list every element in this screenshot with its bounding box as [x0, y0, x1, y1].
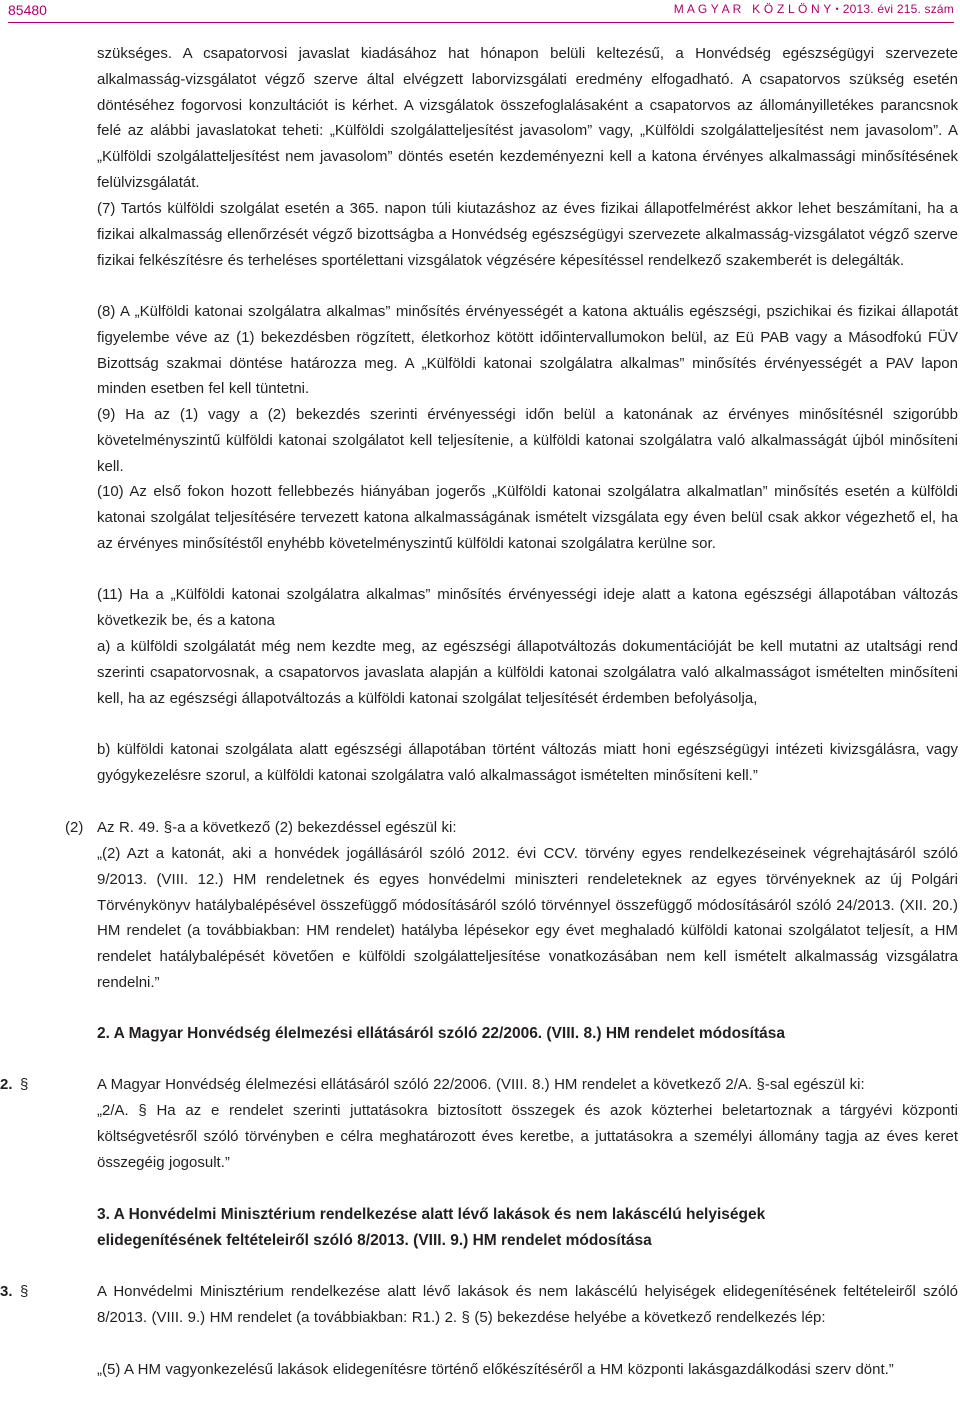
- point-2-marker: (2): [65, 819, 84, 836]
- paragraph-8: (8) A „Külföldi katonai szolgálatra alkalmas” minősítés érvényességét a katona aktuális egészségi, pszichikai és fizikai állapotát figyelembe véve az (1) bekezdésben rögzített, életkorhoz kötött időintervallumokon belül, az Eü PAB vagy a Másodfokú FÜV Bizottság szakmai döntése határozza meg. A „Külföldi katonai szolgálatra alkalmas” minősítés érvényességét a PAV lapon minden esetben fel kell tüntetni.: [97, 303, 958, 398]
- publication-info: [674, 2, 954, 16]
- section-2-intro: A Magyar Honvédség élelmezési ellátásáról szóló 22/2006. (VIII. 8.) HM rendelet a következő 2/A. §-sal egészül ki:: [97, 1076, 865, 1093]
- paragraph-10: (10) Az első fokon hozott fellebbezés hiányában jogerős „Külföldi katonai szolgálatra alkalmatlan” minősítés esetén a külföldi katonai szolgálat teljesítésére tervezett katona alkalmasságának ismételt vizsgálata egy éven belül csak akkor végezhető el, ha az érvényes minősítéstől enyhébb követelményszintű külföldi katonai szolgálatra kerülne sor.: [97, 483, 958, 552]
- section-3-number: 3.: [0, 1283, 13, 1300]
- paragraph-11-a: a) a külföldi szolgálatát még nem kezdte meg, az egészségi állapotváltozás dokumentációját be kell mutatni az utaltsági rend szerinti csapatorvosnak, a csapatorvos javaslata alapján a külföldi katonai szolgálatra való alkalmasságot ismételten minősíteni kell, ha az egészségi állapotváltozás a külföldi katonai szolgálat teljesítését érdemben befolyásolja,: [97, 638, 958, 707]
- paragraph-6-continuation: szükséges. A csapatorvosi javaslat kiadásához hat hónapon belüli keltezésű, a Honvédség egészségügyi szervezete alkalmasság-vizsgálatot végző szerve által elvégzett laborvizsgálati eredmény elfogadható. A csapatorvos szükség esetén döntéséhez fogorvosi konzultációt is kérhet. A vizsgálatok összefoglalásaként a csapatorvos az állományilletékes parancsnok felé az alábbi javaslatokat teheti: „Külföldi szolgálatteljesítést javasolom” vagy, „Külföldi szolgálatteljesítést nem javasolom”. A „Külföldi szolgálatteljesítést nem javasolom” döntés esetén kezdeményezni kell a katona érvényes alkalmassági minősítésének felülvizsgálatát.: [97, 45, 958, 191]
- header-rule: [8, 22, 954, 23]
- point-2-text: „(2) Azt a katonát, aki a honvédek jogállásáról szóló 2012. évi CCV. törvény egyes rendelkezéseinek végrehajtásáról szóló 9/2013. (VIII. 12.) HM rendeletnek és egyes honvédelmi miniszteri rendeleteknek az egyes törvényeknek az új Polgári Törvénykönyv hatálybalépésével összefüggő módosításáról szóló törvénnyel összefüggő módosításáról szóló 24/2013. (XII. 20.) HM rendelet (a továbbiakban: HM rendelet) hatályba lépésekor egy évet meghaladó külföldi katonai szolgálatot teljesít, a HM rendelet hatálybalépését követően e külföldi szolgálatteljesítése vonatkozásában nem kell ismételt alkalmasság vizsgálatra rendelni.”: [97, 845, 958, 991]
- section-heading-2: 2. A Magyar Honvédség élelmezési ellátásáról szóló 22/2006. (VIII. 8.) HM rendelet módosítása: [97, 1025, 786, 1042]
- section-2-sign: §: [20, 1076, 29, 1093]
- section-heading-3-line2: elidegenítésének feltételeiről szóló 8/2013. (VIII. 9.) HM rendelet módosítása: [97, 1232, 652, 1249]
- paragraph-9: (9) Ha az (1) vagy a (2) bekezdés szerinti érvényességi időn belül a katonának az érvényes minősítésnél szigorúbb követelményszintű külföldi katonai szolgálatot kell teljesítenie, a külföldi katonai szolgálatra való alkalmasságát újból minősíteni kell.: [97, 406, 958, 475]
- paragraph-11-b: b) külföldi katonai szolgálata alatt egészségi állapotában történt változás miatt honi egészségügyi intézeti kivizsgálásra, vagy gyógykezelésre szorul, a külföldi katonai szolgálatra való alkalmasságot ismételten minősíteni kell.”: [97, 741, 958, 784]
- point-2-intro: Az R. 49. §-a a következő (2) bekezdéssel egészül ki:: [97, 819, 457, 836]
- issue-number: 2013. évi 215. szám: [842, 2, 954, 16]
- page-number: 85480: [8, 2, 47, 18]
- page-header: [0, 0, 960, 30]
- section-heading-3-line1: 3. A Honvédelmi Minisztérium rendelkezése alatt lévő lakások és nem lakáscélú helyiségek: [97, 1206, 766, 1223]
- paragraph-11: (11) Ha a „Külföldi katonai szolgálatra alkalmas” minősítés érvényességi ideje alatt a katona egészségi állapotában változás következik be, és a katona: [97, 586, 958, 629]
- header-bullet: •: [835, 4, 839, 14]
- section-2-number: 2.: [0, 1076, 13, 1093]
- publication-title: M A G Y A R K Ö Z L Ö N Y: [673, 2, 832, 16]
- section-3-intro: A Honvédelmi Minisztérium rendelkezése alatt lévő lakások és nem lakáscélú helyiségek elidegenítésének feltételeiről szóló 8/2013. (VIII. 9.) HM rendelet (a továbbiakban: R1.) 2. § (5) bekezdése helyébe a következő rendelkezés lép:: [97, 1283, 958, 1326]
- section-3-text: „(5) A HM vagyonkezelésű lakások elidegenítésre történő előkészítéséről a HM központi lakásgazdálkodási szerv dönt.”: [97, 1361, 894, 1378]
- paragraph-7: (7) Tartós külföldi szolgálat esetén a 365. napon túli kiutazáshoz az éves fizikai állapotfelmérést akkor lehet beszámítani, ha a fizikai alkalmasság ellenőrzését végző bizottságba a Honvédség egészségügyi szervezete alkalmasság-vizsgálatot végző szerve fizikai felkészítésre és terheléses sportélettani vizsgálatok végzésére képesítéssel rendelkező szakemberét is delegálták.: [97, 200, 958, 269]
- section-2-text: „2/A. § Ha az e rendelet szerinti juttatásokra biztosított összegek és azok közterhei beletartoznak a tárgyévi központi költségvetésről szóló törvényben e célra meghatározott éves keretbe, a juttatásokra a személyi állomány tagja az éves keret összegéig jogosult.”: [97, 1102, 958, 1171]
- section-3-sign: §: [20, 1283, 29, 1300]
